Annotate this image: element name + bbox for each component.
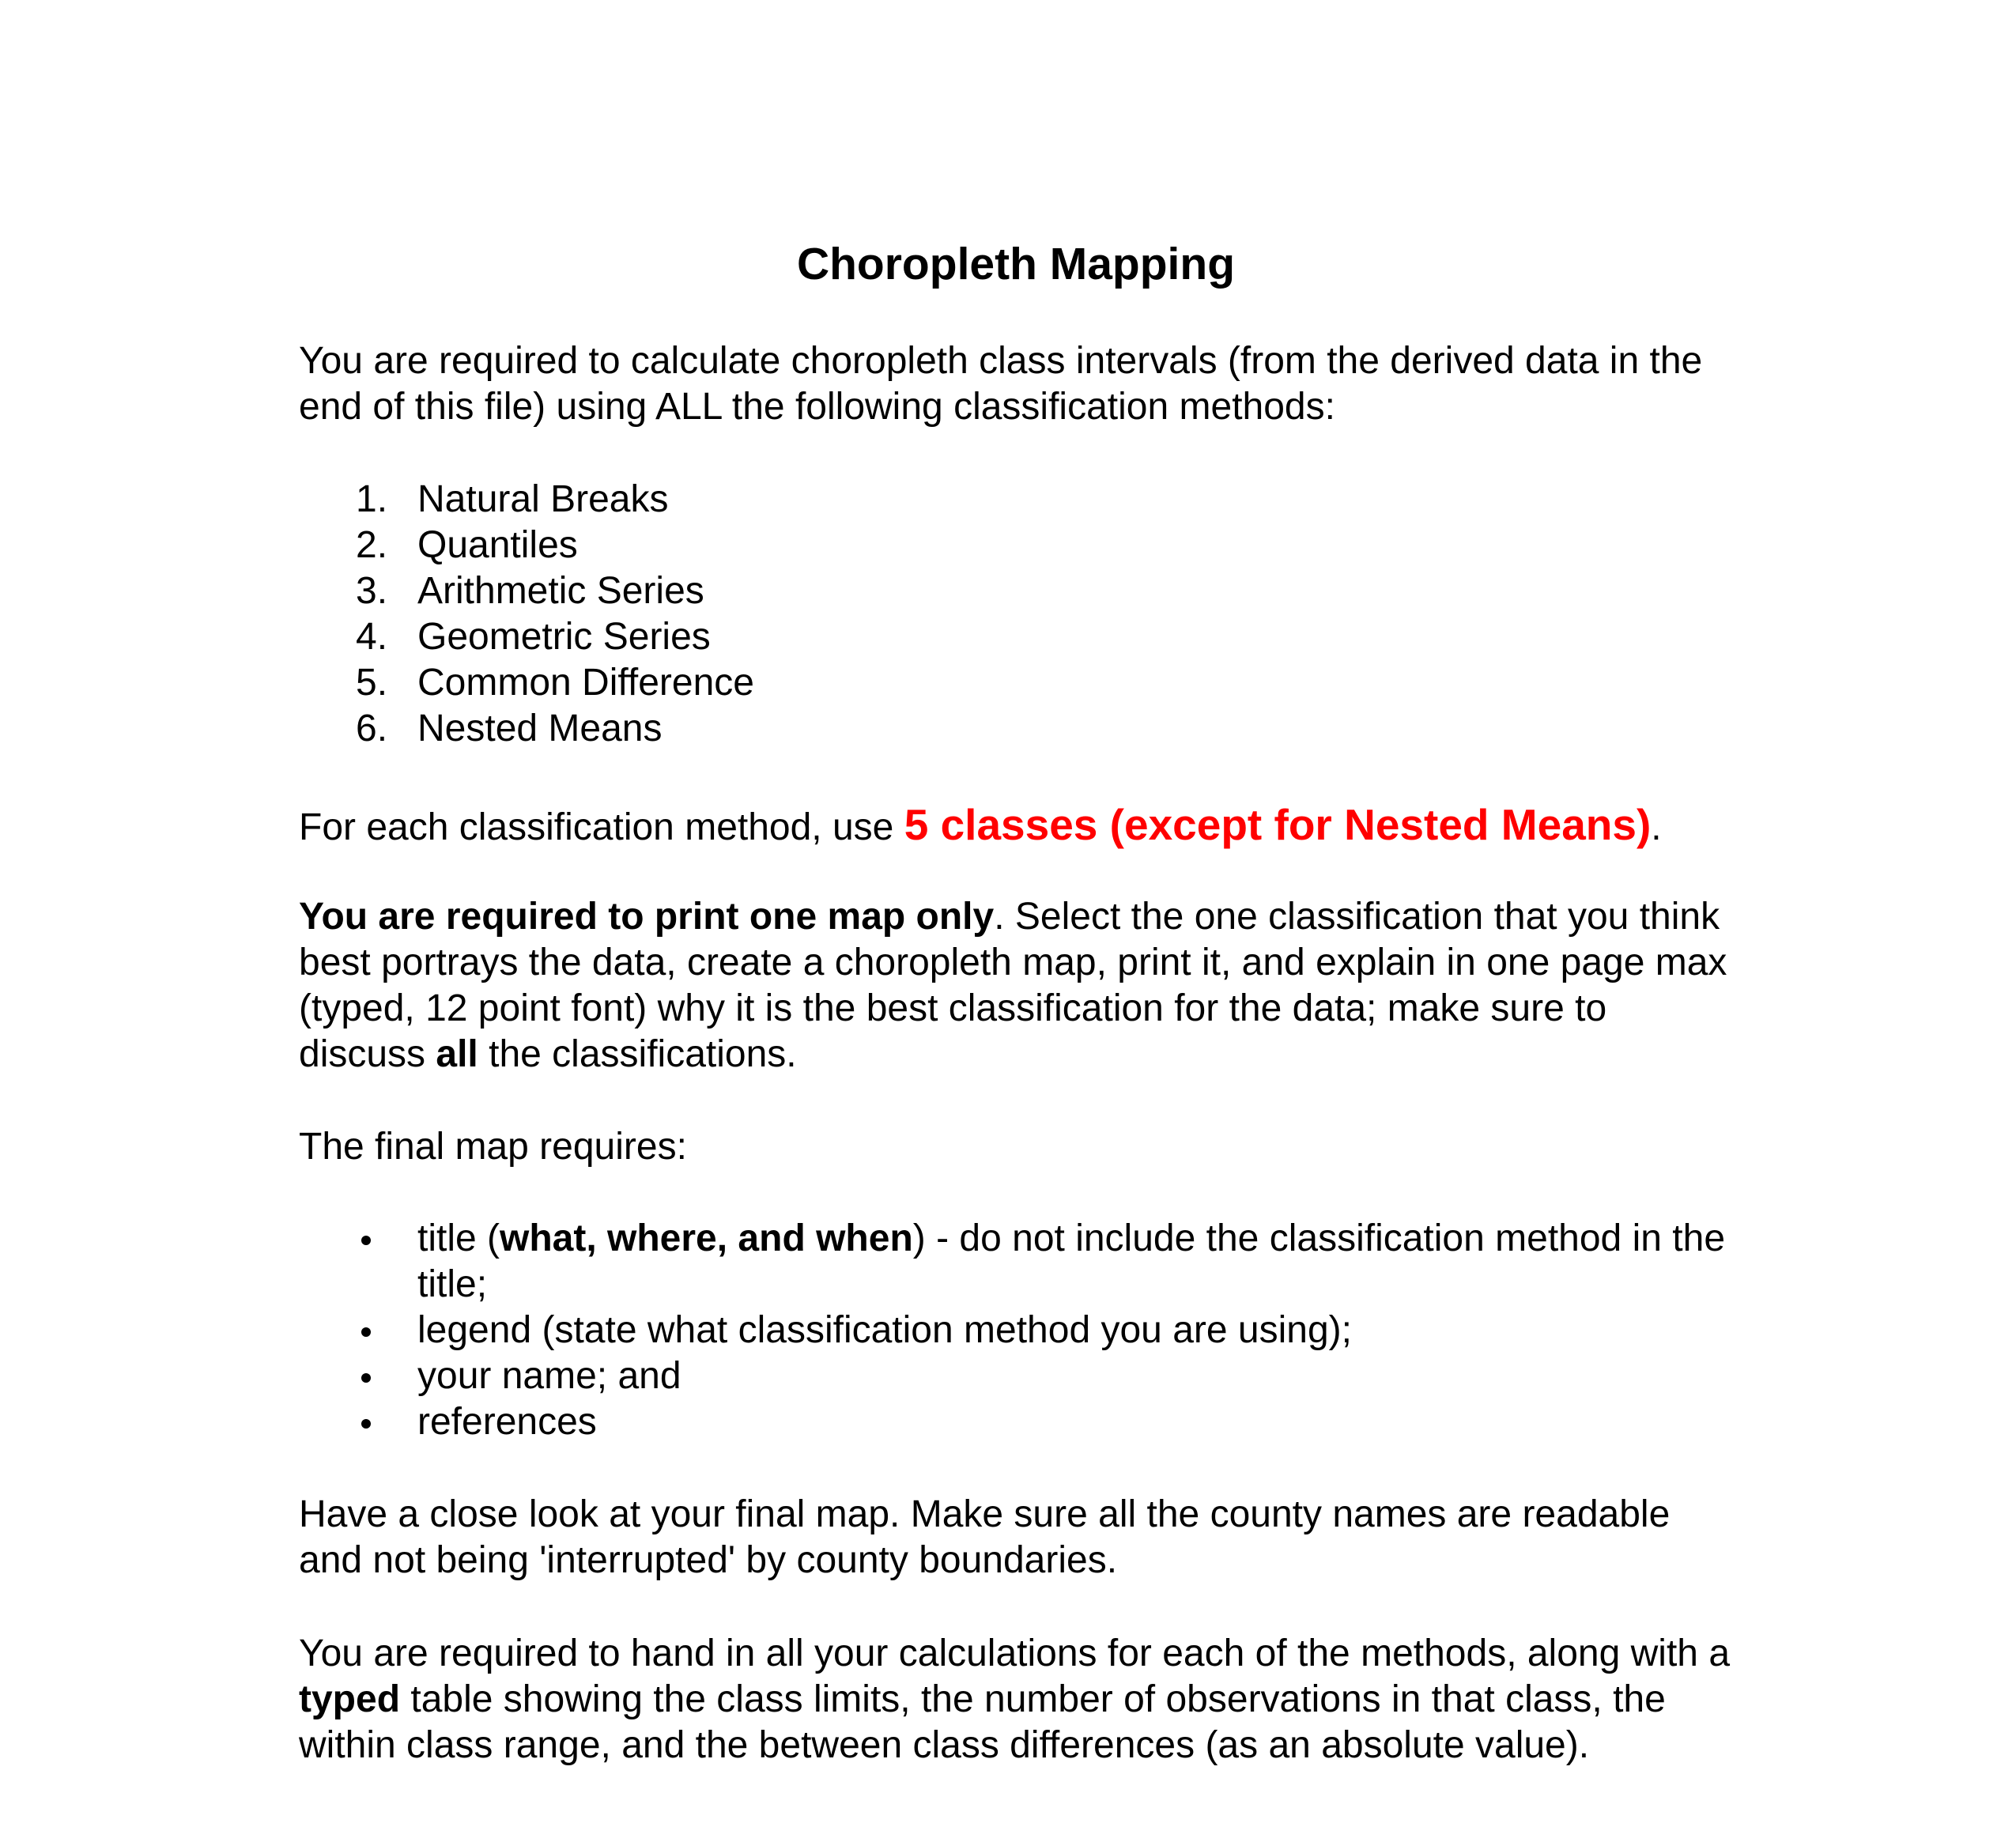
print-text-end: the classifications. (478, 1033, 797, 1075)
print-bold-all: all (436, 1033, 478, 1075)
list-item (299, 1353, 1738, 1399)
bullet-icon (361, 1327, 371, 1337)
calculations-paragraph (299, 1631, 1738, 1768)
list-item (299, 1308, 1738, 1353)
method-label: Nested Means (417, 708, 663, 749)
method-label: Natural Breaks (417, 478, 669, 520)
list-number: 3. (356, 570, 388, 612)
list-number: 2. (356, 524, 388, 566)
print-bold-lead: You are required to print one map only (299, 896, 995, 938)
list-item (299, 568, 1738, 614)
list-item (299, 660, 1738, 706)
page-title: Choropleth Mapping (796, 239, 1236, 289)
references-item-text: references (417, 1401, 597, 1443)
intro-paragraph: You are required to calculate choropleth class intervals (from the derived data in the end of this file) using ALL the following classification methods: (299, 340, 1703, 428)
list-number: 1. (356, 478, 388, 520)
title-item-bold: what, where, and when (500, 1217, 913, 1259)
list-number: 6. (356, 708, 388, 749)
list-item (299, 614, 1738, 660)
print-text: . Select the one classification that you think best portrays the data, create a choropleth map, print it, and explain in one page max (typed, 12 point font) why it is the best classification for the data; make sure to discuss (299, 896, 1727, 1075)
list-item (299, 1216, 1738, 1308)
classes-highlight: 5 classes (except for Nested Means) (904, 800, 1652, 849)
title-item-end: ) - do not include the classification method in the title; (417, 1217, 1726, 1305)
list-item (299, 706, 1738, 752)
list-item (299, 523, 1738, 568)
classes-end: . (1651, 806, 1662, 848)
calc-text: You are required to hand in all your calculations for each of the methods, along with a (299, 1633, 1731, 1674)
list-item (299, 477, 1738, 523)
method-label: Quantiles (417, 524, 578, 566)
print-paragraph (299, 894, 1738, 1078)
list-number: 5. (356, 662, 388, 704)
method-label: Common Difference (417, 662, 754, 704)
method-label: Arithmetic Series (417, 570, 704, 612)
classes-text: For each classification method, use (299, 806, 904, 848)
bullet-icon (361, 1236, 371, 1245)
county-paragraph: Have a close look at your final map. Make sure all the county names are readable and not being 'interrupted' by county boundaries. (299, 1493, 1671, 1581)
methods-list (299, 477, 1738, 752)
requirements-list (299, 1216, 1738, 1445)
list-number: 4. (356, 616, 388, 658)
calc-bold: typed (299, 1678, 401, 1720)
calc-text-end: table showing the class limits, the number of observations in that class, the within class range, and the between class differences (as an absolute value). (299, 1678, 1666, 1766)
method-label: Geometric Series (417, 616, 711, 658)
requires-label: The final map requires: (299, 1126, 687, 1168)
bullet-icon (361, 1419, 371, 1429)
title-item-text: title ( (417, 1217, 500, 1259)
bullet-icon (361, 1373, 371, 1383)
list-item (299, 1399, 1738, 1445)
classes-paragraph (299, 802, 1738, 851)
legend-item-text: legend (state what classification method you are using); (417, 1309, 1352, 1351)
name-item-text: your name; and (417, 1355, 681, 1397)
